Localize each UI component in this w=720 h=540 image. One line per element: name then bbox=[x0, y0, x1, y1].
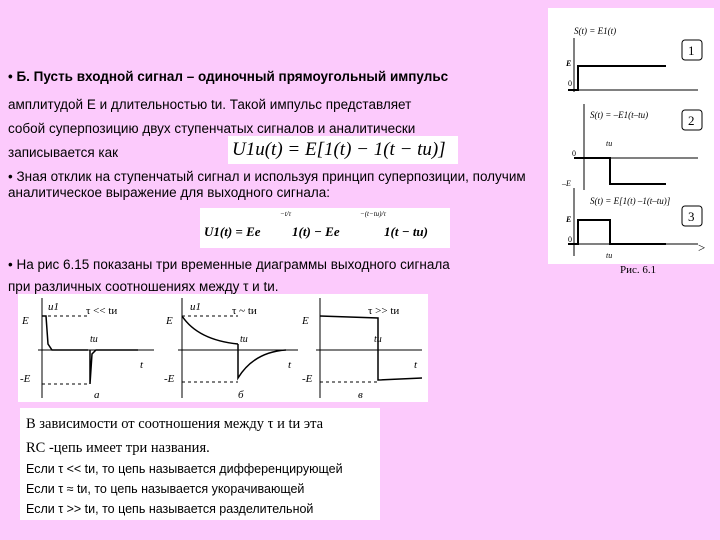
para2-line-1: • Зная отклик на ступенчатый сигнал и используя принцип суперпозиции, получим bbox=[8, 169, 526, 184]
fig61-tu-3: tи bbox=[606, 251, 613, 260]
diag-a-u1: u1 bbox=[48, 301, 59, 313]
formula-output-exp2: −(t−tи)/τ bbox=[360, 210, 386, 218]
bottom-line-5: Если τ >> tи, то цепь называется разделительной bbox=[26, 502, 314, 516]
formula-output-mid: 1(t) − Ee bbox=[292, 224, 340, 239]
fig61-label-3: S(t) = E[1(t) –1(t–tи)] bbox=[590, 196, 671, 206]
fig61-e-3: E bbox=[566, 215, 572, 224]
fig61-tu-2: tи bbox=[606, 139, 613, 148]
fig61-zero-1: 0 bbox=[568, 79, 572, 88]
diag-a-label: a bbox=[94, 389, 100, 401]
figure-6-15-svg bbox=[18, 294, 428, 402]
diag-b-label: б bbox=[238, 389, 244, 401]
para2-line-2: аналитическое выражение для выходного сигнала: bbox=[8, 185, 330, 200]
para3-line-2: при различных соотношениях между τ и tи. bbox=[8, 279, 279, 294]
para3-line-1: • На рис 6.15 показаны три временные диаграммы выходного сигнала bbox=[8, 257, 450, 272]
diag-a-neg-e: -E bbox=[20, 373, 31, 385]
diag-c-cond: τ >> tи bbox=[368, 305, 400, 317]
diag-b-cond: τ ~ tи bbox=[232, 305, 257, 317]
fig61-label-2: S(t) = –E1(t–tи) bbox=[590, 110, 649, 120]
diag-a-tu: tи bbox=[90, 334, 98, 345]
fig61-label-1: S(t) = E1(t) bbox=[574, 26, 617, 36]
intro-line-4: записывается как bbox=[8, 145, 119, 160]
diag-c-neg-e: -E bbox=[302, 373, 313, 385]
fig61-neg-e: –E bbox=[562, 179, 571, 188]
bottom-line-4: Если τ ≈ tи, то цепь называется укорачивающей bbox=[26, 482, 305, 496]
figure-6-1-svg bbox=[548, 8, 714, 264]
diag-a-e: E bbox=[22, 315, 29, 327]
diag-b-tu: tи bbox=[240, 334, 248, 345]
bottom-line-2: RC -цепь имеет три названия. bbox=[26, 440, 210, 456]
diag-c-e: E bbox=[302, 315, 309, 327]
figure-6-1 bbox=[548, 8, 714, 264]
intro-line-2: амплитудой E и длительностью tи. Такой импульс представляет bbox=[8, 97, 412, 112]
formula-output bbox=[200, 208, 450, 248]
diag-c-tu: tи bbox=[374, 334, 382, 345]
diag-a-cond: τ << tи bbox=[86, 305, 118, 317]
diag-c-t: t bbox=[414, 359, 418, 371]
bottom-text-box bbox=[20, 408, 380, 520]
fig61-arrow: > bbox=[698, 240, 706, 255]
fig61-caption: Рис. 6.1 bbox=[620, 264, 657, 276]
bottom-line-3: Если τ << tи, то цепь называется дифференцирующей bbox=[26, 462, 343, 476]
fig61-zero-3: 0 bbox=[568, 235, 572, 244]
intro-line-3: собой суперпозицию двух ступенчатых сигналов и аналитически bbox=[8, 121, 416, 136]
diag-b-t: t bbox=[288, 359, 292, 371]
fig61-e-1: E bbox=[566, 59, 572, 68]
bottom-line-1: В зависимости от соотношения между τ и tи эта bbox=[26, 416, 324, 432]
diag-a-t: t bbox=[140, 359, 144, 371]
formula-output-rhs: 1(t − tи) bbox=[384, 224, 428, 239]
diag-c-label: в bbox=[358, 389, 363, 401]
intro-line-1: • Б. Пусть входной сигнал – одиночный прямоугольный импульс bbox=[8, 69, 449, 84]
formula-output-lhs: U1(t) = Ee bbox=[204, 224, 261, 239]
fig61-num-2: 2 bbox=[688, 113, 695, 128]
diag-b-u1: u1 bbox=[190, 301, 201, 313]
diagram-b bbox=[164, 298, 298, 401]
figure-6-15 bbox=[18, 294, 428, 402]
fig61-num-1: 1 bbox=[688, 43, 695, 58]
diagram-c bbox=[301, 298, 422, 401]
formula-output-exp1: −t/τ bbox=[280, 210, 292, 218]
diag-b-neg-e: -E bbox=[164, 373, 175, 385]
fig61-num-3: 3 bbox=[688, 209, 695, 224]
diag-b-e: E bbox=[166, 315, 173, 327]
fig61-zero-2: 0 bbox=[572, 149, 576, 158]
formula-input-pulse: U1и(t) = E[1(t) − 1(t − tи)] bbox=[228, 136, 458, 164]
diagram-a bbox=[20, 298, 154, 401]
